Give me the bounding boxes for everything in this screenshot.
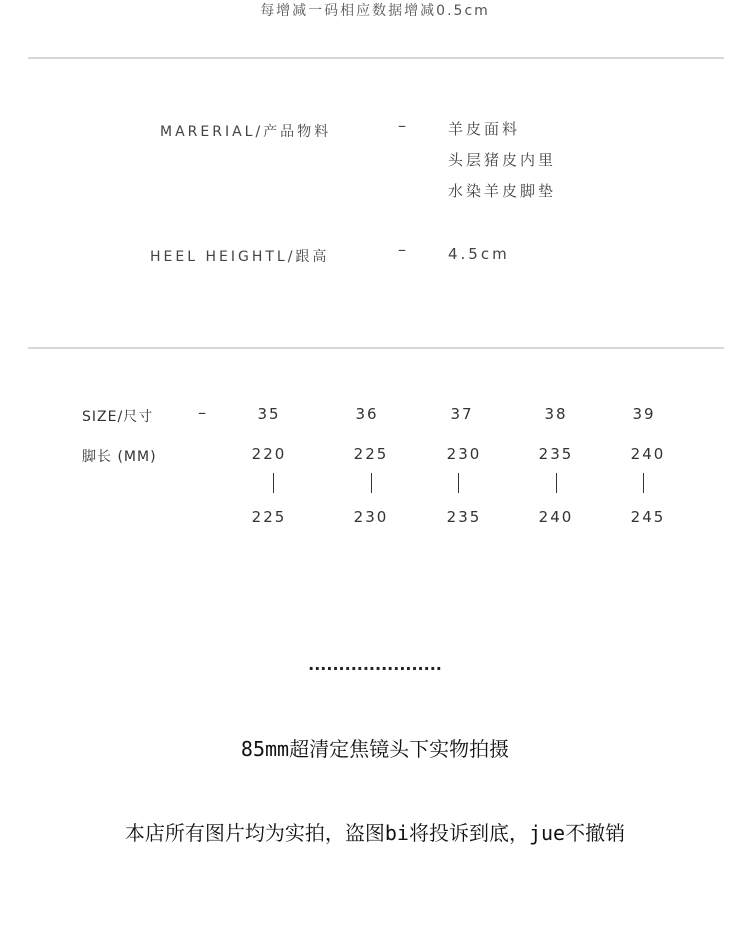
material-value-2: 头层猪皮内里 xyxy=(448,151,557,169)
foot-length-label: 脚长 (MM) xyxy=(82,449,157,465)
range-marker xyxy=(556,473,557,493)
range-marker xyxy=(371,473,372,493)
min-length-cell: 220 xyxy=(251,445,287,463)
size-adjust-note: 每增减一码相应数据增减0.5cm xyxy=(260,3,490,19)
range-marker xyxy=(273,473,274,493)
max-length-cell: 225 xyxy=(251,508,287,526)
top-divider xyxy=(28,57,724,59)
heel-label: HEEL HEIGHTL/跟高 xyxy=(150,249,330,265)
size-cell: 36 xyxy=(355,405,379,423)
lens-caption: 85mm超清定焦镜头下实物拍摄 xyxy=(240,737,510,761)
middle-divider xyxy=(28,347,724,349)
size-cell: 35 xyxy=(257,405,281,423)
max-length-cell: 235 xyxy=(446,508,482,526)
max-length-cell: 240 xyxy=(538,508,574,526)
size-cell: 39 xyxy=(632,405,656,423)
min-length-cell: 225 xyxy=(353,445,389,463)
heel-value: 4.5cm xyxy=(448,245,510,263)
heel-dash: – xyxy=(398,240,406,259)
min-length-cell: 240 xyxy=(630,445,666,463)
material-value-3: 水染羊皮脚垫 xyxy=(448,182,557,200)
size-cell: 38 xyxy=(544,405,568,423)
range-marker xyxy=(643,473,644,493)
material-values xyxy=(448,114,556,207)
max-length-cell: 230 xyxy=(353,508,389,526)
size-dash: – xyxy=(198,403,206,422)
range-marker xyxy=(458,473,459,493)
material-dash: – xyxy=(398,116,406,135)
material-label: MARERIAL/产品物料 xyxy=(160,124,332,140)
material-value-1: 羊皮面料 xyxy=(448,120,521,138)
min-length-cell: 235 xyxy=(538,445,574,463)
size-label: SIZE/尺寸 xyxy=(82,409,154,425)
copyright-notice: 本店所有图片均为实拍，盗图bi将投诉到底，jue不撤销 xyxy=(124,821,626,845)
max-length-cell: 245 xyxy=(630,508,666,526)
dotted-separator: ...................... xyxy=(308,655,442,674)
size-cell: 37 xyxy=(450,405,474,423)
min-length-cell: 230 xyxy=(446,445,482,463)
